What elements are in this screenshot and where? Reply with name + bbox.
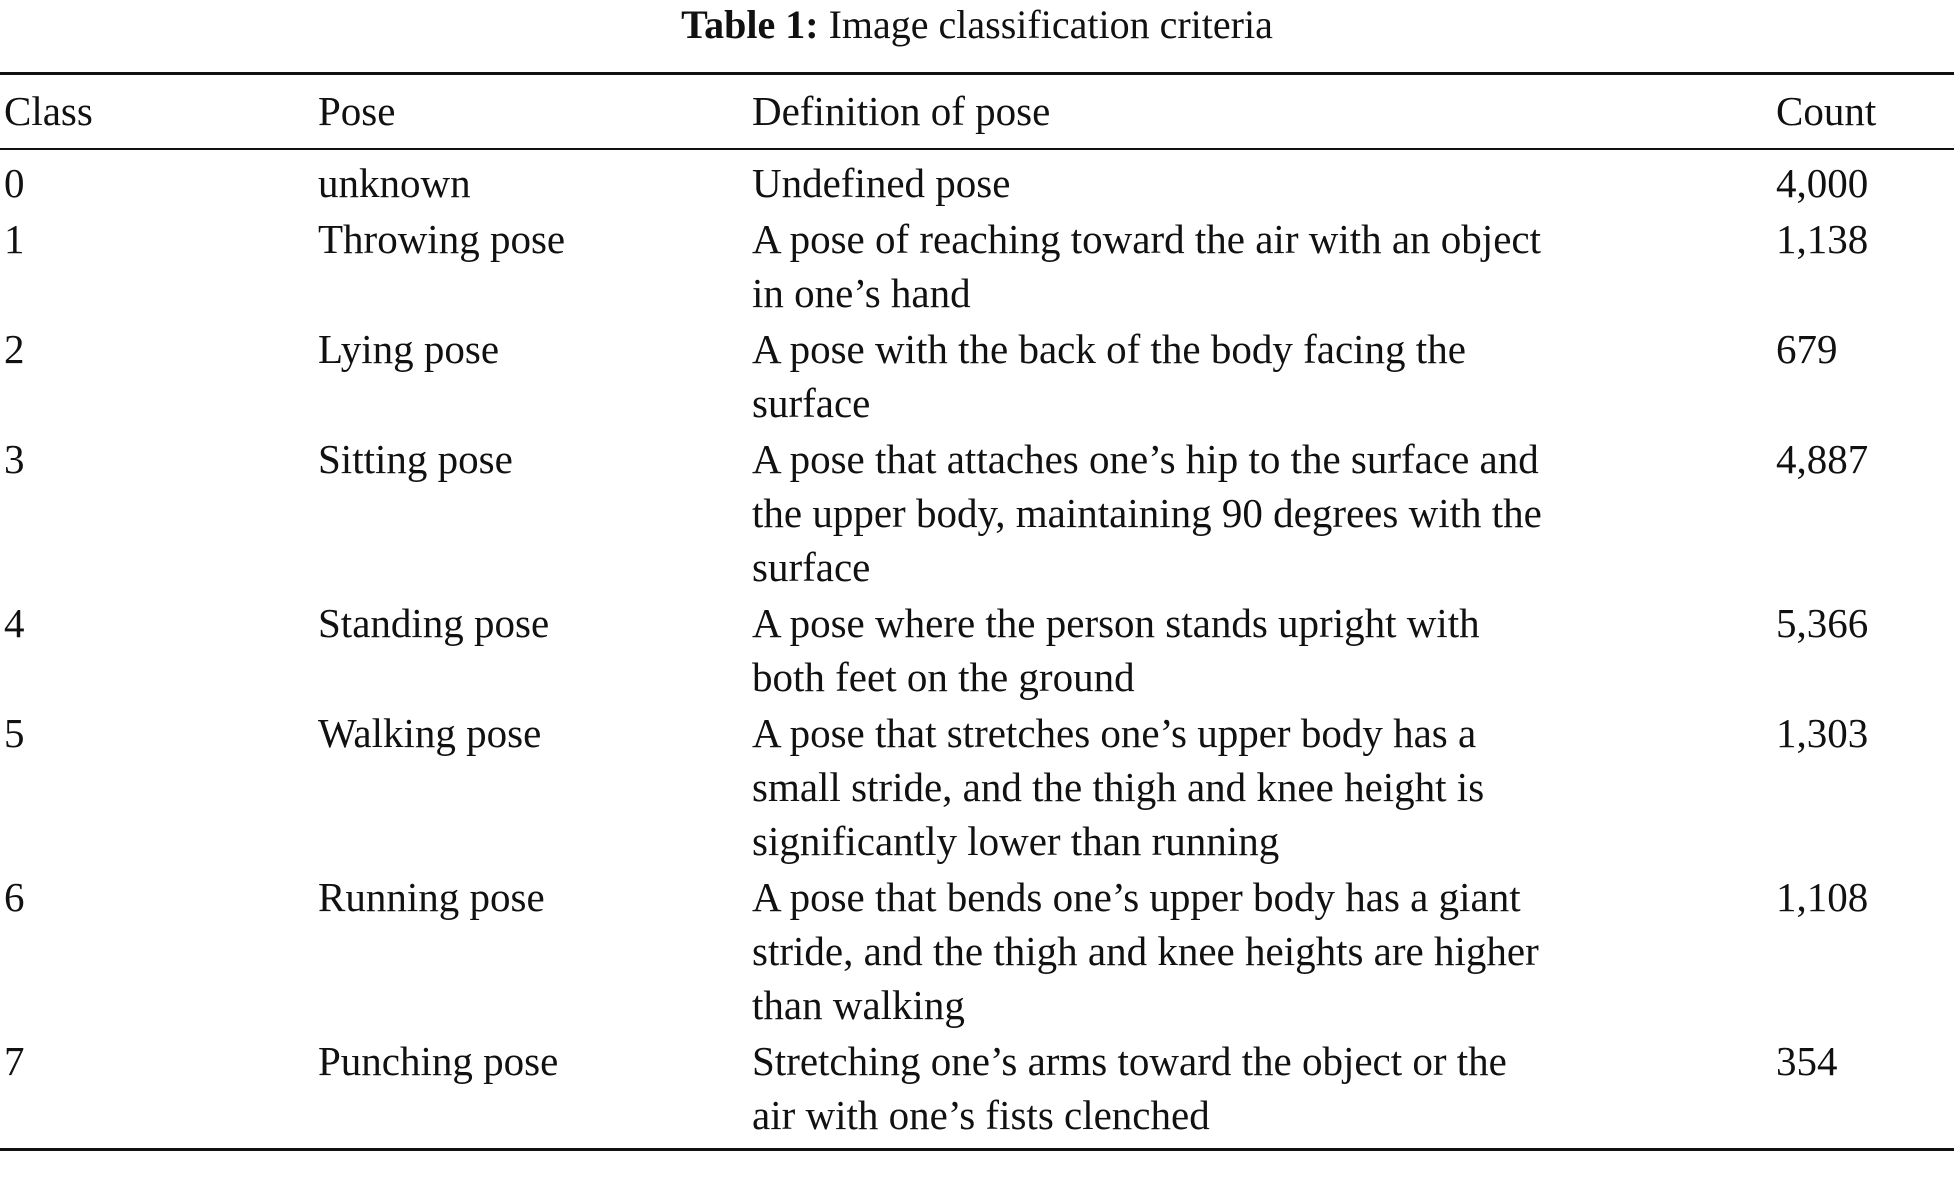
caption-title: Image classification criteria — [828, 2, 1273, 47]
cell-count: 4,887 — [1776, 436, 1869, 482]
cell-class: 0 — [4, 160, 25, 206]
cell-count: 1,138 — [1776, 216, 1869, 262]
cell-definition — [752, 212, 1752, 320]
table-caption — [0, 0, 1954, 50]
cell-class: 2 — [4, 326, 25, 372]
cell-definition — [752, 596, 1752, 704]
header-definition: Definition of pose — [752, 88, 1051, 134]
table-header-rule — [0, 148, 1954, 150]
definition-line: A pose that attaches one’s hip to the surface and — [752, 436, 1539, 482]
definition-line: A pose that stretches one’s upper body has a — [752, 710, 1477, 756]
definition-line: A pose that bends one’s upper body has a giant — [752, 874, 1521, 920]
table-row — [0, 156, 1954, 210]
cell-definition — [752, 706, 1752, 868]
definition-line: A pose where the person stands upright with — [752, 600, 1480, 646]
definition-line: A pose of reaching toward the air with an object — [752, 216, 1541, 262]
table-row — [0, 596, 1954, 704]
table-top-rule — [0, 72, 1954, 75]
cell-pose: Standing pose — [318, 600, 550, 646]
table-bottom-rule — [0, 1148, 1954, 1151]
definition-line: surface — [752, 544, 871, 590]
cell-definition — [752, 322, 1752, 430]
table-row — [0, 870, 1954, 1032]
cell-class: 6 — [4, 874, 25, 920]
cell-class: 4 — [4, 600, 25, 646]
table-row — [0, 706, 1954, 868]
cell-count: 1,108 — [1776, 874, 1869, 920]
cell-definition — [752, 1034, 1752, 1142]
cell-class: 5 — [4, 710, 25, 756]
cell-pose: Sitting pose — [318, 436, 513, 482]
table-row — [0, 1034, 1954, 1142]
definition-line: surface — [752, 380, 871, 426]
cell-class: 7 — [4, 1038, 25, 1084]
table-row — [0, 432, 1954, 594]
definition-line: Stretching one’s arms toward the object or the — [752, 1038, 1507, 1084]
definition-line: in one’s hand — [752, 270, 971, 316]
cell-pose: Punching pose — [318, 1038, 559, 1084]
cell-definition — [752, 870, 1752, 1032]
header-count: Count — [1776, 88, 1877, 134]
header-pose: Pose — [318, 88, 396, 134]
table-row — [0, 322, 1954, 430]
cell-pose: Throwing pose — [318, 216, 566, 262]
cell-count: 5,366 — [1776, 600, 1869, 646]
definition-line: small stride, and the thigh and knee height is — [752, 764, 1485, 810]
table-header-row — [0, 84, 1954, 138]
caption-label: Table 1: — [681, 2, 819, 47]
cell-pose: Running pose — [318, 874, 545, 920]
cell-pose: unknown — [318, 160, 471, 206]
cell-count: 354 — [1776, 1038, 1838, 1084]
cell-count: 4,000 — [1776, 160, 1869, 206]
cell-definition — [752, 432, 1752, 594]
definition-line: both feet on the ground — [752, 654, 1135, 700]
definition-line: stride, and the thigh and knee heights are higher — [752, 928, 1539, 974]
cell-class: 3 — [4, 436, 25, 482]
definition-line: the upper body, maintaining 90 degrees with the — [752, 490, 1542, 536]
cell-count: 679 — [1776, 326, 1838, 372]
table-row — [0, 212, 1954, 320]
cell-pose: Walking pose — [318, 710, 542, 756]
cell-class: 1 — [4, 216, 25, 262]
cell-count: 1,303 — [1776, 710, 1869, 756]
header-class: Class — [4, 88, 93, 134]
definition-line: Undefined pose — [752, 160, 1011, 206]
cell-definition — [752, 156, 1752, 210]
definition-line: significantly lower than running — [752, 818, 1280, 864]
definition-line: than walking — [752, 982, 965, 1028]
definition-line: air with one’s fists clenched — [752, 1092, 1210, 1138]
definition-line: A pose with the back of the body facing the — [752, 326, 1466, 372]
cell-pose: Lying pose — [318, 326, 500, 372]
